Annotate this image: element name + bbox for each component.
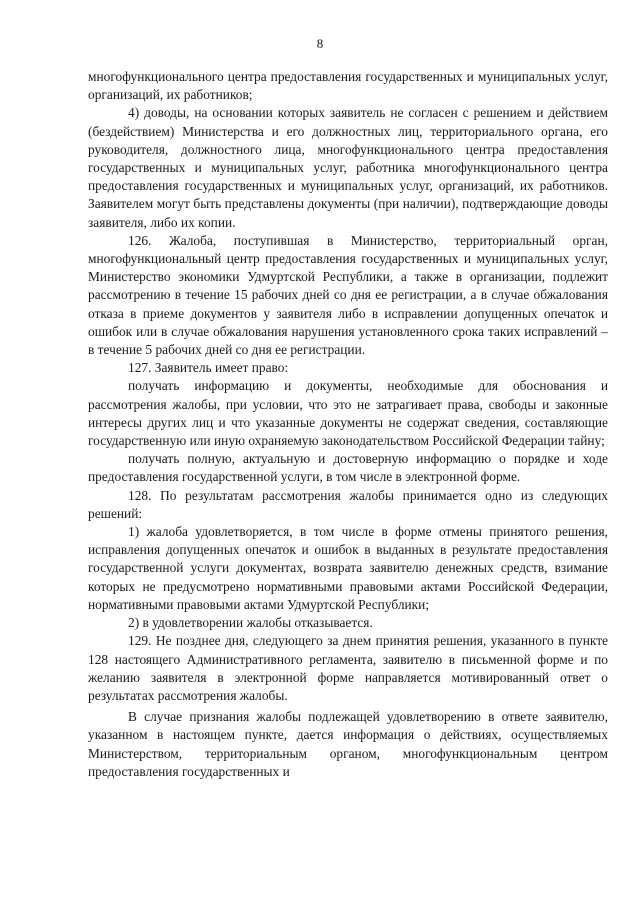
paragraph: 129. Не позднее дня, следующего за днем принятия решения, указанного в пункте 128 настоящего Административного регламента, заявителю в письменной форме и по желанию заявителя в электронной форме направляется мотивированный ответ о результатах рассмотрения жалобы. <box>88 633 608 703</box>
paragraph: В случае признания жалобы подлежащей удовлетворению в ответе заявителю, указанном в настоящем пункте, дается информация о действиях, осуществляемых Министерством, территориальным органом, многофункциональным центром предоставления государственных и <box>88 709 608 779</box>
paragraph: 127. Заявитель имеет право: <box>128 360 289 376</box>
paragraph: 126. Жалоба, поступившая в Министерство, территориальный орган, многофункциональный центр предоставления государственных и муниципальных услуг, Министерство экономики Удмуртской Республики, а также в организации, подлежит рассмотрению в течение 15 рабочих дней со дня ее регистрации, а в случае обжалования отказа в приеме документов у заявителя либо в исправлении допущенных опечаток и ошибок или в случае обжалования нарушения установленного срока таких исправлений – в течение 5 рабочих дней со дня ее регистрации. <box>88 232 608 358</box>
paragraph: 2) в удовлетворении жалобы отказывается. <box>128 615 373 631</box>
paragraph: многофункционального центра предоставления государственных и муниципальных услуг, организаций, их работников; <box>88 69 608 103</box>
paragraph: 1) жалоба удовлетворяется, в том числе в форме отмены принятого решения, исправления допущенных опечаток и ошибок в выданных в результате предоставления государственной услуги документах, возврата заявителю денежных средств, взимание которых не предусмотрено нормативными правовыми актами Российской Федерации, нормативными правовыми актами Удмуртской Республики; <box>88 524 608 612</box>
paragraph: получать полную, актуальную и достоверную информацию о порядке и ходе предоставления государственной услуги, в том числе в электронной форме. <box>88 451 608 485</box>
document-body <box>88 68 608 781</box>
paragraph: 4) доводы, на основании которых заявитель не согласен с решением и действием (бездействием) Министерства и его должностных лиц, территориального органа, его руководителя, должностного лица, многофункционального центра предоставления государственных и муниципальных услуг, работника многофункционального центра предоставления государственных и муниципальных услуг, организаций, их работников. Заявителем могут быть представлены документы (при наличии), подтверждающие доводы заявителя, либо их копии. <box>88 105 608 230</box>
page-number: 8 <box>316 36 324 51</box>
paragraph: 128. По результатам рассмотрения жалобы принимается одно из следующих решений: <box>88 487 608 521</box>
paragraph: получать информацию и документы, необходимые для обоснования и рассмотрения жалобы, при условии, что это не затрагивает права, свободы и законные интересы других лиц и что указанные документы не содержат сведения, составляющие государственную или иную охраняемую законодательством Российской Федерации тайну; <box>88 378 608 449</box>
